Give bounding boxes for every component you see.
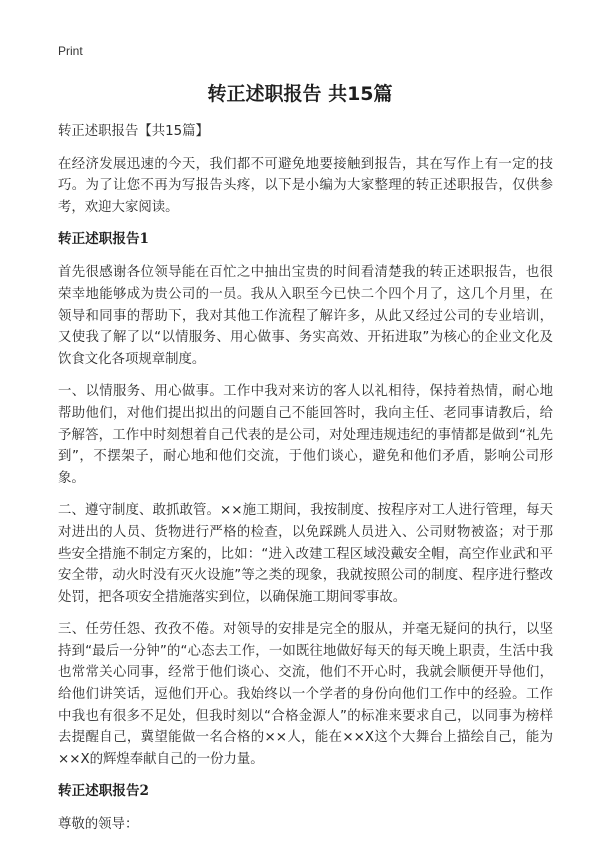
- section-paragraph: 首先很感谢各位领导能在百忙之中抽出宝贵的时间看清楚我的转正述职报告，也很荣幸地能够成为贵公司的一员。我从入职至今已快二个四个月了，这几个月里，在领导和同事的帮助下，我对其他工作流程了解许多，从此又经过公司的专业培训，又使我了解了以“以情服务、用心做事、务实高效、开拓进取”为核心的企业文化及饮食文化各项规章制度。: [58, 265, 553, 367]
- intro-paragraph: 在经济发展迅速的今天，我们都不可避免地要接触到报告，其在写作上有一定的技巧。为了让您不再为写报告头疼，以下是小编为大家整理的转正述职报告，仅供参考，欢迎大家阅读。: [58, 156, 553, 215]
- section-paragraph: 三、任劳任怨、孜孜不倦。对领导的安排是完全的服从，并毫无疑问的执行，以坚持到“最后一分钟”的“心态去工作，一如既往地做好每天的每天晚上职责，生活中我也常常关心同事，经常于他们谈心、交流，他们不开心时，我就会顺便开导他们，给他们讲笑话，逗他们开心。我始终以一个学者的身份向他们工作中的经验。工作中我也有很多不足处，但我时刻以“合格金源人”的标准来要求自己，以同事为榜样去提醒自己，冀望能做一名合格的××人，能在××X这个大舞台上描绘自己，能为××X的辉煌奉献自己的一份力量。: [58, 622, 553, 767]
- print-link[interactable]: Print: [58, 44, 83, 58]
- section-paragraph: 一、以情服务、用心做事。工作中我对来访的客人以礼相待，保持着热情，耐心地帮助他们，对他们提出拟出的问题自己不能回答时，我向主任、老同事请教后，给予解答，工作中时刻想着自己代表的是公司，对处理违规违纪的事情都是做到“礼先到”，不摆架子，耐心地和他们交流，于他们谈心，避免和他们矛盾，影响公司形象。: [58, 384, 553, 486]
- section-paragraph: 二、遵守制度、敢抓敢管。××施工期间，我按制度、按程序对工人进行管理，每天对进出的人员、货物进行严格的检查，以免踩跳人员进入、公司财物被盗；对于那些安全措施不制定方案的，比如：“进入改建工程区域没戴安全帽，高空作业武和平安全带，动火时没有灭火设施”等之类的现象，我就按照公司的制度、程序进行整改处罚，把各项安全措施落实到位，以确保施工期间零事故。: [58, 503, 553, 605]
- section-heading: 转正述职报告1: [58, 231, 150, 248]
- section-paragraph: 尊敬的领导：: [58, 817, 139, 833]
- section-heading: 转正述职报告2: [58, 783, 150, 800]
- document-body: [58, 121, 553, 847]
- document-subtitle: 转正述职报告【共15篇】: [58, 124, 209, 139]
- page-title: 转正述职报告 共15篇: [207, 83, 393, 105]
